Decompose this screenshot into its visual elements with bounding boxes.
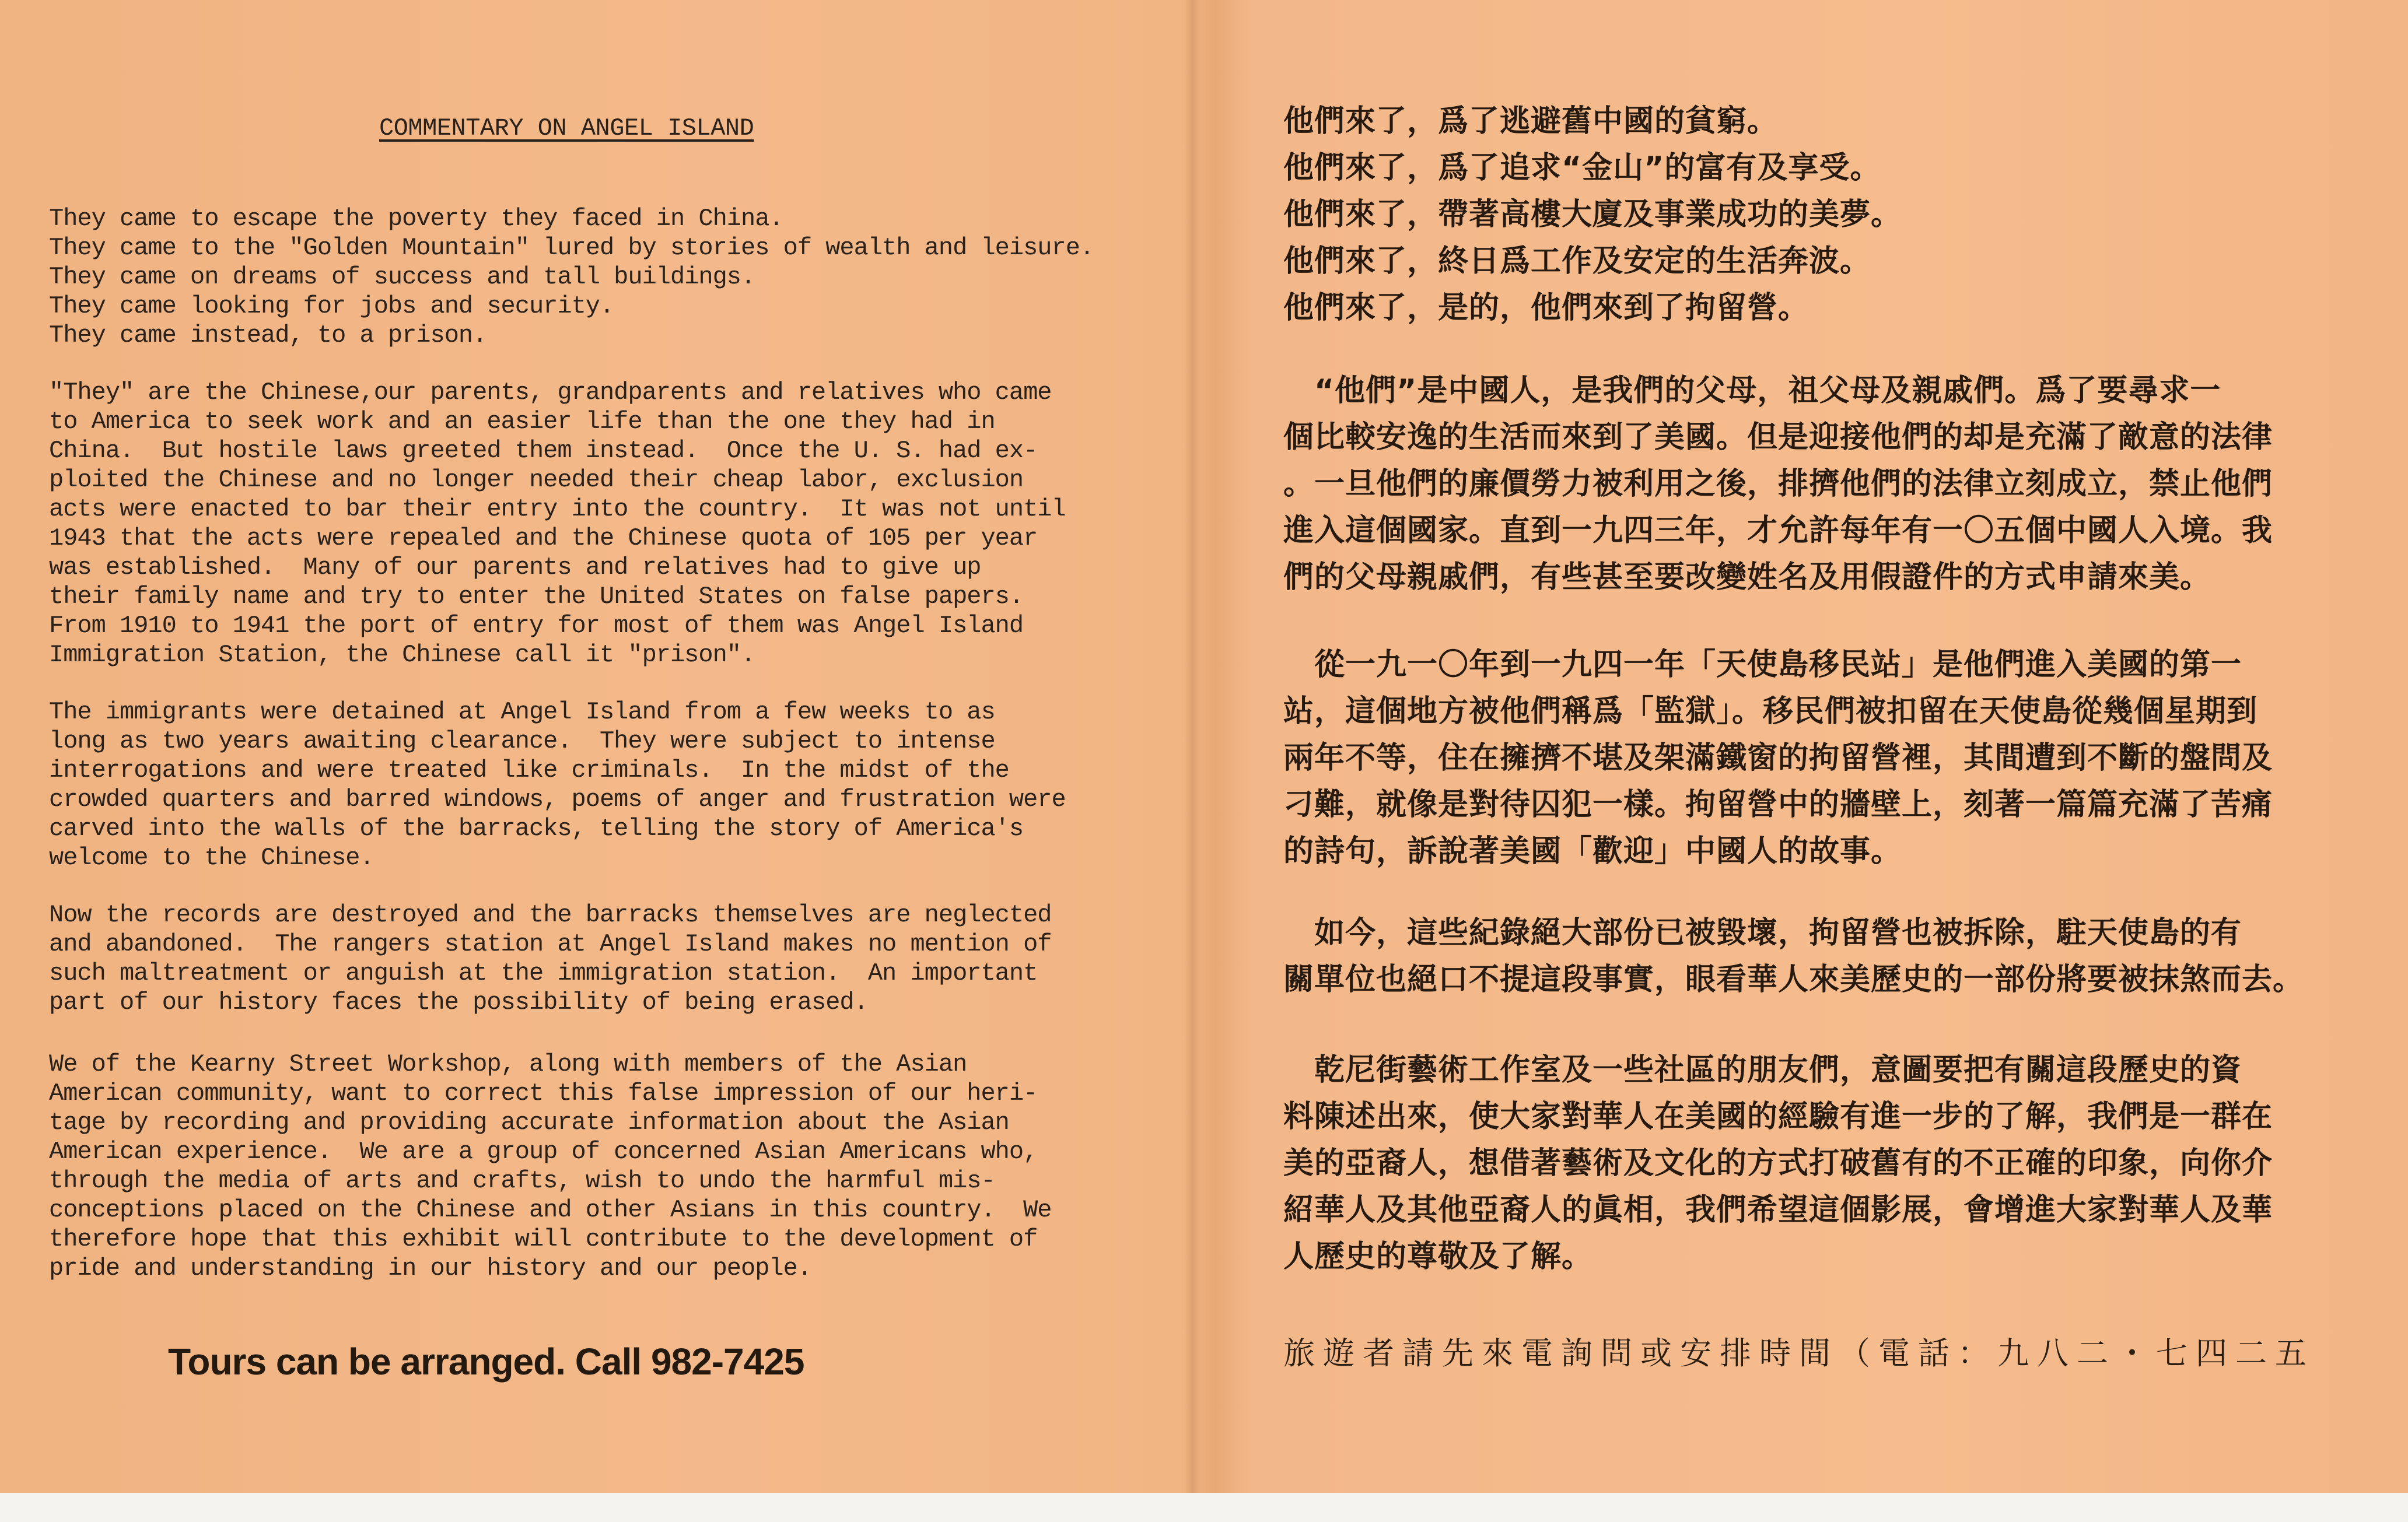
text-line: ploited the Chinese and no longer needed their cheap labor, exclusion (49, 466, 1024, 494)
text-line: 人歷史的尊敬及了解。 (1283, 1239, 1593, 1274)
text-line: Immigration Station, the Chinese call it "prison". (49, 641, 755, 669)
text-line: 刁難，就像是對待囚犯一樣。拘留營中的牆壁上，刻著一篇篇充滿了苦痛 (1283, 787, 2273, 822)
text-line: 從一九一〇年到一九四一年「天使島移民站」是他們進入美國的第一 (1283, 647, 2242, 682)
text-line: 進入這個國家。直到一九四三年，才允許每年有一〇五個中國人入境。我 (1283, 513, 2273, 548)
text-line: They came looking for jobs and security. (49, 292, 614, 320)
chinese-tours-line: 旅遊者請先來電詢問或安排時間（電話：九八二・七四二五 (1283, 1335, 2315, 1372)
text-line: “他們”是中國人，是我們的父母，祖父母及親戚們。爲了要尋求一 (1283, 373, 2221, 408)
text-line: 他們來了，帶著高樓大廈及事業成功的美夢。 (1283, 197, 1902, 232)
chinese-paragraph-2 (1283, 641, 2273, 875)
text-line: They came instead, to a prison. (49, 321, 487, 349)
text-line: acts were enacted to bar their entry into the country. It was not until (49, 495, 1066, 523)
text-line: Now the records are destroyed and the barracks themselves are neglected (49, 901, 1052, 929)
text-line: such maltreatment or anguish at the immigration station. An important (49, 959, 1038, 987)
text-line: interrogations and were treated like criminals. In the midst of the (49, 756, 1009, 784)
text-line: crowded quarters and barred windows, poems of anger and frustration were (49, 785, 1066, 813)
text-line: "They" are the Chinese,our parents, grandparents and relatives who came (49, 378, 1052, 406)
text-line: was established. Many of our parents and relatives had to give up (49, 553, 981, 581)
text-line: long as two years awaiting clearance. They were subject to intense (49, 727, 995, 755)
text-line: through the media of arts and crafts, wish to undo the harmful mis- (49, 1167, 995, 1195)
text-line: 站，這個地方被他們稱爲「監獄」。移民們被扣留在天使島從幾個星期到 (1283, 694, 2258, 729)
text-line: 他們來了，爲了逃避舊中國的貧窮。 (1283, 104, 1779, 139)
chinese-paragraph-1 (1283, 367, 2273, 601)
text-line: 美的亞裔人，想借著藝術及文化的方式打破舊有的不正確的印象，向你介 (1283, 1146, 2273, 1181)
text-line: 關單位也絕口不提這段事實，眼看華人來美歷史的一部份將要被抹煞而去。 (1283, 962, 2304, 997)
scan-margin (0, 1493, 2408, 1522)
english-paragraph-1 (49, 378, 1066, 669)
text-line: 。一旦他們的廉價勞力被利用之後，排擠他們的法律立刻成立，禁止他們 (1283, 467, 2273, 502)
text-line: 個比較安逸的生活而來到了美國。但是迎接他們的却是充滿了敵意的法律 (1283, 420, 2273, 455)
text-line: 他們來了，終日爲工作及安定的生活奔波。 (1283, 244, 1871, 279)
text-line: 們的父母親戚們，有些甚至要改變姓名及用假證件的方式申請來美。 (1283, 560, 2211, 595)
text-line: tage by recording and providing accurate information about the Asian (49, 1109, 1009, 1137)
english-paragraph-2 (49, 697, 1066, 872)
chinese-intro (1283, 98, 1902, 331)
text-line: They came on dreams of success and tall buildings. (49, 263, 755, 291)
text-line: 兩年不等，住在擁擠不堪及架滿鐵窗的拘留營裡，其間遭到不斷的盤問及 (1283, 741, 2273, 776)
text-line: 他們來了，爲了追求“金山”的富有及享受。 (1283, 150, 1881, 185)
text-line: From 1910 to 1941 the port of entry for most of them was Angel Island (49, 612, 1024, 640)
text-line: and abandoned. The rangers station at Angel Island makes no mention of (49, 930, 1052, 958)
text-line: part of our history faces the possibility of being erased. (49, 988, 868, 1016)
text-line: welcome to the Chinese. (49, 844, 374, 872)
english-intro (49, 204, 1094, 350)
text-line: American community, want to correct this false impression of our heri- (49, 1079, 1038, 1107)
chinese-paragraph-4 (1283, 1047, 2273, 1280)
text-line: 的詩句，訴說著美國「歡迎」中國人的故事。 (1283, 834, 1902, 869)
text-line: 乾尼街藝術工作室及一些社區的朋友們，意圖要把有關這段歷史的資 (1283, 1053, 2242, 1088)
text-line: 1943 that the acts were repealed and the Chinese quota of 105 per year (49, 524, 1038, 552)
center-fold (1184, 0, 1200, 1493)
text-line: They came to the "Golden Mountain" lured by stories of wealth and leisure. (49, 234, 1094, 262)
text-line: American experience. We are a group of concerned Asian Americans who, (49, 1138, 1038, 1166)
text-line: carved into the walls of the barracks, telling the story of America's (49, 815, 1024, 843)
text-line: their family name and try to enter the United States on false papers. (49, 583, 1024, 611)
text-line: 他們來了，是的，他們來到了拘留營。 (1283, 290, 1810, 325)
english-paragraph-3 (49, 900, 1052, 1017)
text-line: 料陳述出來，使大家對華人在美國的經驗有進一步的了解，我們是一群在 (1283, 1099, 2273, 1134)
tours-call-line: Tours can be arranged. Call 982-7425 (168, 1341, 804, 1383)
chinese-paragraph-3 (1283, 910, 2304, 1003)
text-line: We of the Kearny Street Workshop, along with members of the Asian (49, 1050, 967, 1078)
text-line: pride and understanding in our history and our people. (49, 1254, 812, 1282)
english-paragraph-4 (49, 1050, 1052, 1283)
text-line: 如今，這些紀錄絕大部份已被毀壞，拘留營也被拆除，駐天使島的有 (1283, 916, 2242, 951)
text-line: to America to seek work and an easier life than the one they had in (49, 408, 995, 436)
text-line: The immigrants were detained at Angel Island from a few weeks to as (49, 698, 995, 726)
text-line: China. But hostile laws greeted them instead. Once the U. S. had ex- (49, 437, 1038, 465)
text-line: conceptions placed on the Chinese and other Asians in this country. We (49, 1196, 1052, 1224)
text-line: 紹華人及其他亞裔人的眞相，我們希望這個影展，會增進大家對華人及華 (1283, 1193, 2273, 1228)
text-line: therefore hope that this exhibit will contribute to the development of (49, 1225, 1038, 1253)
text-line: They came to escape the poverty they faced in China. (49, 205, 783, 233)
page-title: COMMENTARY ON ANGEL ISLAND (379, 114, 754, 142)
